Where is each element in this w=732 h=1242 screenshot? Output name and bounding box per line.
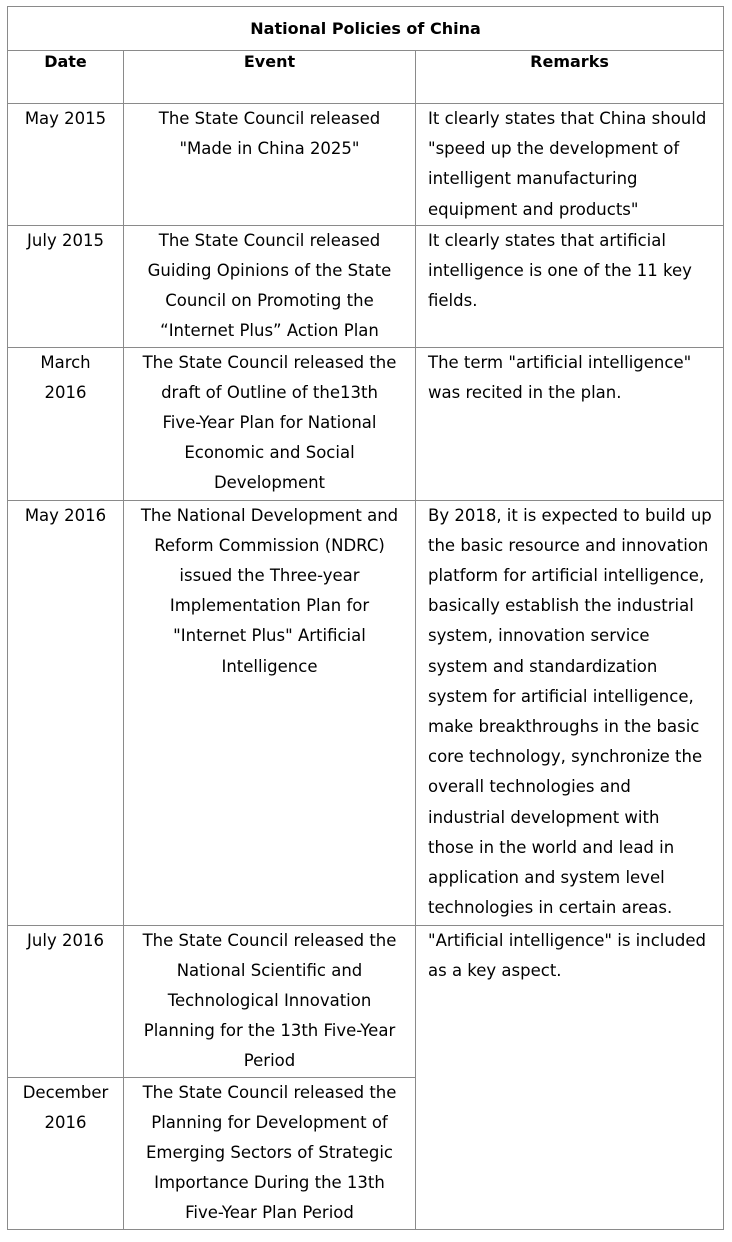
table-row <box>8 104 724 226</box>
event-cell: The State Council released the Planning for Development of Emerging Sectors of Strategic Importance During the 13th Five-Year Plan Period <box>142 1082 397 1223</box>
table-title: National Policies of China <box>8 7 724 51</box>
event-cell: The State Council released "Made in China 2025" <box>158 109 381 159</box>
remarks-cell: It clearly states that China should "speed up the development of intelligent manufacturing equipment and products" <box>428 109 707 219</box>
table-row <box>8 347 724 500</box>
header-remarks: Remarks <box>416 51 724 104</box>
date-cell: July 2016 <box>27 930 104 950</box>
event-cell: The State Council released Guiding Opinions of the State Council on Promoting the “Internet Plus” Action Plan <box>147 230 392 341</box>
event-cell: The National Development and Reform Commission (NDRC) issued the Three-year Implementation Plan for "Internet Plus" Artificial Intelligence <box>140 505 399 676</box>
date-cell: July 2015 <box>27 230 104 250</box>
remarks-cell: "Artificial intelligence" is included as a key aspect. <box>428 930 706 980</box>
date-cell: May 2015 <box>24 109 107 128</box>
table-row <box>8 500 724 925</box>
event-cell: The State Council released the National Scientific and Technological Innovation Planning for the 13th Five-Year Period <box>142 930 397 1071</box>
table-row <box>8 225 724 347</box>
table-row <box>8 925 724 1077</box>
remarks-cell: It clearly states that artificial intelligence is one of the 11 key fields. <box>428 230 692 311</box>
policy-table <box>7 6 724 1230</box>
date-cell: December 2016 <box>22 1082 109 1132</box>
date-cell: May 2016 <box>24 505 107 525</box>
header-row <box>8 51 724 104</box>
title-row <box>8 7 724 51</box>
header-event: Event <box>124 51 416 104</box>
event-cell: The State Council released the draft of Outline of the13th Five-Year Plan for National Economic and Social Development <box>142 352 397 493</box>
remarks-cell: The term "artificial intelligence" was recited in the plan. <box>428 352 692 402</box>
date-cell: March 2016 <box>40 352 91 402</box>
header-date: Date <box>8 51 124 104</box>
remarks-cell: By 2018, it is expected to build up the basic resource and innovation platform for artificial intelligence, basically establish the industrial system, innovation service system and standardization system for artificial intelligence, make breakthroughs in the basic core technology, synchronize the overall technologies and industrial development with those in the world and lead in application and system level technologies in certain areas. <box>428 505 712 918</box>
